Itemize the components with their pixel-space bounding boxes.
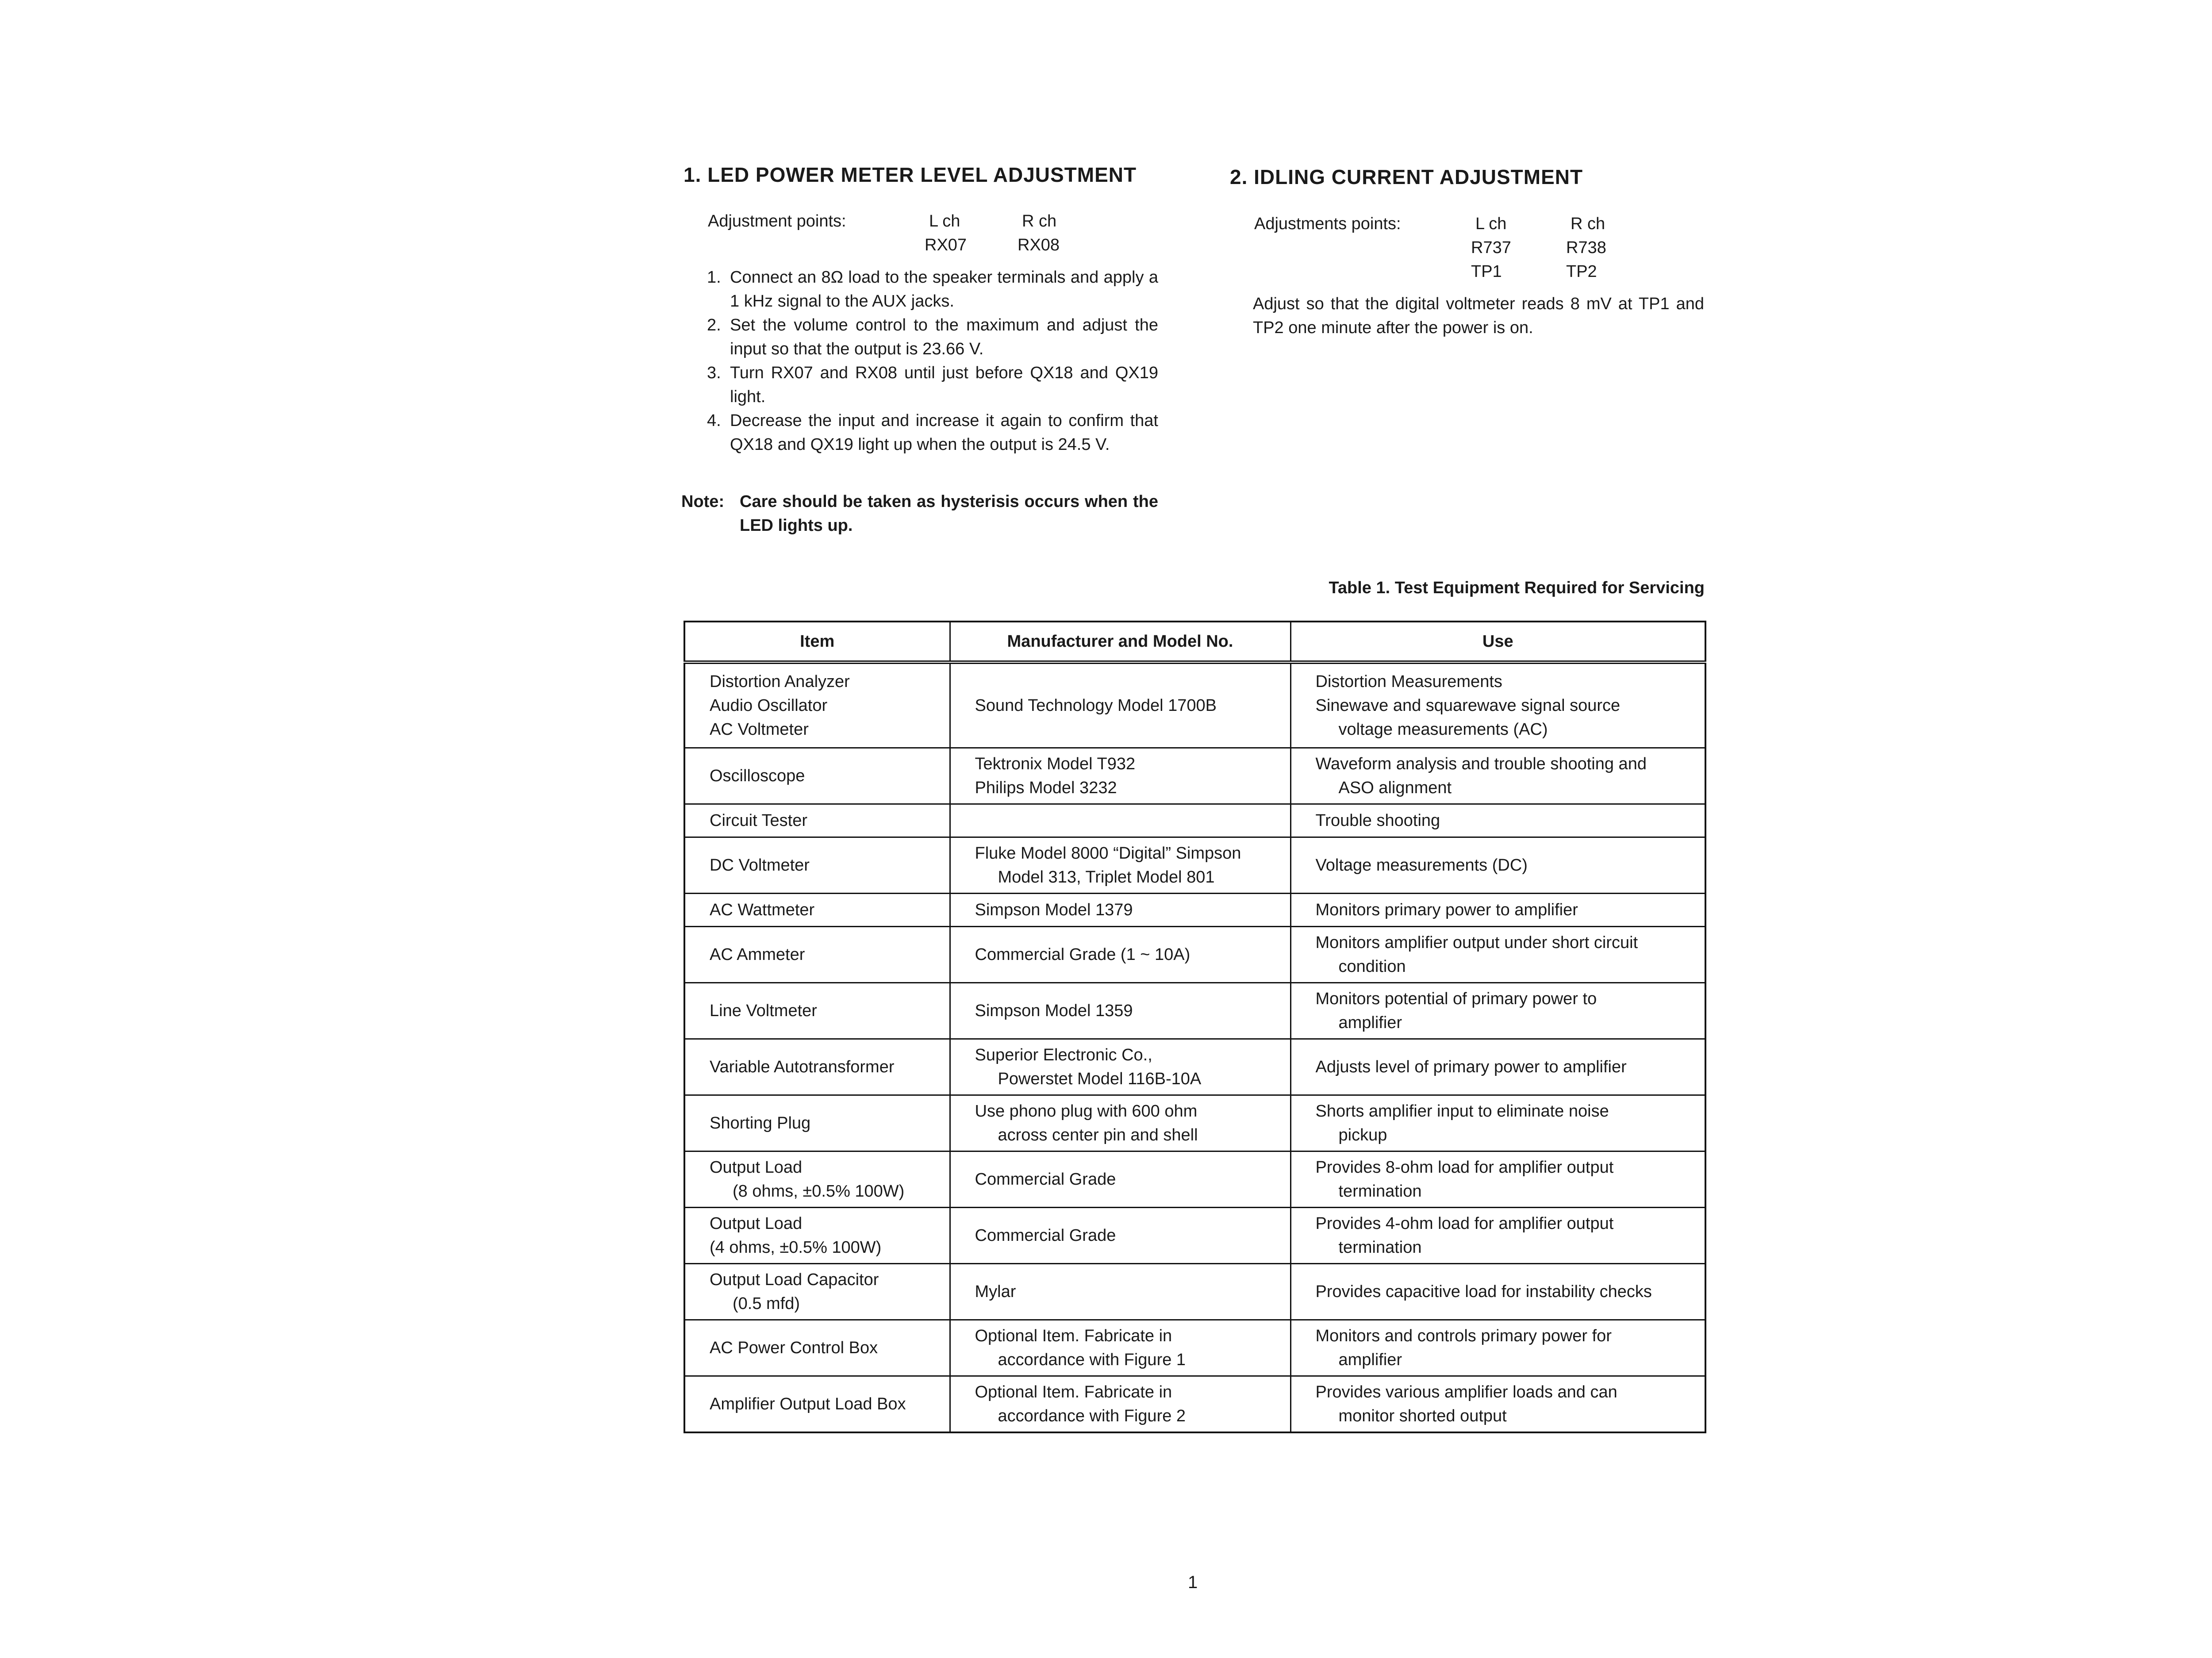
cell-item: Amplifier Output Load Box [684, 1376, 950, 1433]
cell-model: Simpson Model 1379 [950, 894, 1290, 927]
cell-item: AC Power Control Box [684, 1320, 950, 1376]
table-header-row [684, 622, 1705, 662]
table-row [684, 1320, 1705, 1376]
cell-item: AC Ammeter [684, 927, 950, 983]
section2-r-rch: R738 [1566, 238, 1606, 257]
cell-use: Provides capacitive load for instability checks [1290, 1264, 1705, 1320]
section1-title: 1. LED POWER METER LEVEL ADJUSTMENT [684, 163, 1137, 186]
cell-item: AC Wattmeter [684, 894, 950, 927]
section1-adjustment-points [708, 209, 1110, 257]
table-row [684, 1039, 1705, 1095]
cell-item: Circuit Tester [684, 804, 950, 837]
cell-model: Commercial Grade [950, 1208, 1290, 1264]
cell-model: Mylar [950, 1264, 1290, 1320]
header-item: Item [684, 622, 950, 662]
table-row [684, 983, 1705, 1039]
table-row [684, 1376, 1705, 1433]
table-row [684, 894, 1705, 927]
cell-use: Adjusts level of primary power to amplifier [1290, 1039, 1705, 1095]
cell-use: Monitors primary power to amplifier [1290, 894, 1705, 927]
cell-item: Output Load (8 ohms, ±0.5% 100W) [684, 1151, 950, 1208]
cell-model: Simpson Model 1359 [950, 983, 1290, 1039]
section1-steps [707, 265, 1158, 457]
cell-item: Variable Autotransformer [684, 1039, 950, 1095]
cell-model: Commercial Grade (1 ~ 10A) [950, 927, 1290, 983]
cell-model [950, 804, 1290, 837]
table-row [684, 748, 1705, 804]
cell-item: Oscilloscope [684, 748, 950, 804]
note-text: Care should be taken as hysterisis occurs when the LED lights up. [740, 492, 1158, 535]
section2-instructions: Adjust so that the digital voltmeter reads 8 mV at TP1 and TP2 one minute after the power is on. [1253, 295, 1704, 337]
section2-adjustment-points [1254, 212, 1661, 284]
cell-model: Superior Electronic Co., Powerstet Model 116B-10A [950, 1039, 1290, 1095]
section2-tp-rch: TP2 [1566, 262, 1597, 281]
table-row [684, 662, 1705, 748]
table-row [684, 1208, 1705, 1264]
cell-item: Line Voltmeter [684, 983, 950, 1039]
table-row [684, 837, 1705, 894]
cell-model: Commercial Grade [950, 1151, 1290, 1208]
cell-use: Provides 8-ohm load for amplifier output termination [1290, 1151, 1705, 1208]
cell-item: Distortion Analyzer Audio Oscillator AC Voltmeter [684, 662, 950, 748]
note-label: Note: [681, 492, 725, 511]
cell-use: Shorts amplifier input to eliminate noise pickup [1290, 1095, 1705, 1151]
cell-use: Monitors amplifier output under short circuit condition [1290, 927, 1705, 983]
cell-model: Tektronix Model T932 Philips Model 3232 [950, 748, 1290, 804]
cell-use: Waveform analysis and trouble shooting and ASO alignment [1290, 748, 1705, 804]
section1-lch-label: L ch [929, 212, 960, 230]
cell-item: Output Load Capacitor (0.5 mfd) [684, 1264, 950, 1320]
cell-model: Optional Item. Fabricate in accordance with Figure 2 [950, 1376, 1290, 1433]
cell-item: Output Load (4 ohms, ±0.5% 100W) [684, 1208, 950, 1264]
test-equipment-table [684, 621, 1706, 1433]
table-caption: Table 1. Test Equipment Required for Servicing [1329, 579, 1705, 597]
section1-rch-label: R ch [1022, 212, 1057, 230]
cell-model: Optional Item. Fabricate in accordance with Figure 1 [950, 1320, 1290, 1376]
header-manufacturer: Manufacturer and Model No. [950, 622, 1290, 662]
cell-use: Distortion Measurements Sinewave and squarewave signal source voltage measurements (AC) [1290, 662, 1705, 748]
cell-use: Voltage measurements (DC) [1290, 837, 1705, 894]
section1-note [681, 490, 1158, 537]
cell-model: Sound Technology Model 1700B [950, 662, 1290, 748]
section1-lch-point: RX07 [925, 236, 967, 254]
section2-tp-lch: TP1 [1471, 262, 1502, 281]
section2-title: 2. IDLING CURRENT ADJUSTMENT [1230, 165, 1583, 188]
section2-rch-label: R ch [1571, 215, 1605, 233]
section2-lch-label: L ch [1475, 215, 1507, 233]
table-row [684, 1151, 1705, 1208]
cell-model: Fluke Model 8000 “Digital” Simpson Model 313, Triplet Model 801 [950, 837, 1290, 894]
header-use: Use [1290, 622, 1705, 662]
cell-model: Use phono plug with 600 ohm across center pin and shell [950, 1095, 1290, 1151]
table-row [684, 927, 1705, 983]
section1-adj-label: Adjustment points: [708, 212, 846, 230]
page-number: 1 [1188, 1573, 1198, 1592]
section2-r-lch: R737 [1471, 238, 1511, 257]
step-item: 3. Turn RX07 and RX08 until just before QX18 and QX19 light. [707, 364, 1158, 406]
step-item: 2. Set the volume control to the maximum and adjust the input so that the output is 23.66 V. [707, 316, 1158, 358]
table-row [684, 1264, 1705, 1320]
step-item: 1. Connect an 8Ω load to the speaker terminals and apply a 1 kHz signal to the AUX jacks. [707, 268, 1158, 311]
section2-adj-label: Adjustments points: [1254, 215, 1401, 233]
section1-rch-point: RX08 [1018, 236, 1060, 254]
cell-use: Monitors potential of primary power to amplifier [1290, 983, 1705, 1039]
cell-use: Monitors and controls primary power for amplifier [1290, 1320, 1705, 1376]
cell-item: Shorting Plug [684, 1095, 950, 1151]
cell-use: Trouble shooting [1290, 804, 1705, 837]
cell-use: Provides 4-ohm load for amplifier output termination [1290, 1208, 1705, 1264]
step-item: 4. Decrease the input and increase it again to confirm that QX18 and QX19 light up when the output is 24.5 V. [707, 411, 1158, 454]
table-row [684, 1095, 1705, 1151]
cell-use: Provides various amplifier loads and can monitor shorted output [1290, 1376, 1705, 1433]
cell-item: DC Voltmeter [684, 837, 950, 894]
table-row [684, 804, 1705, 837]
